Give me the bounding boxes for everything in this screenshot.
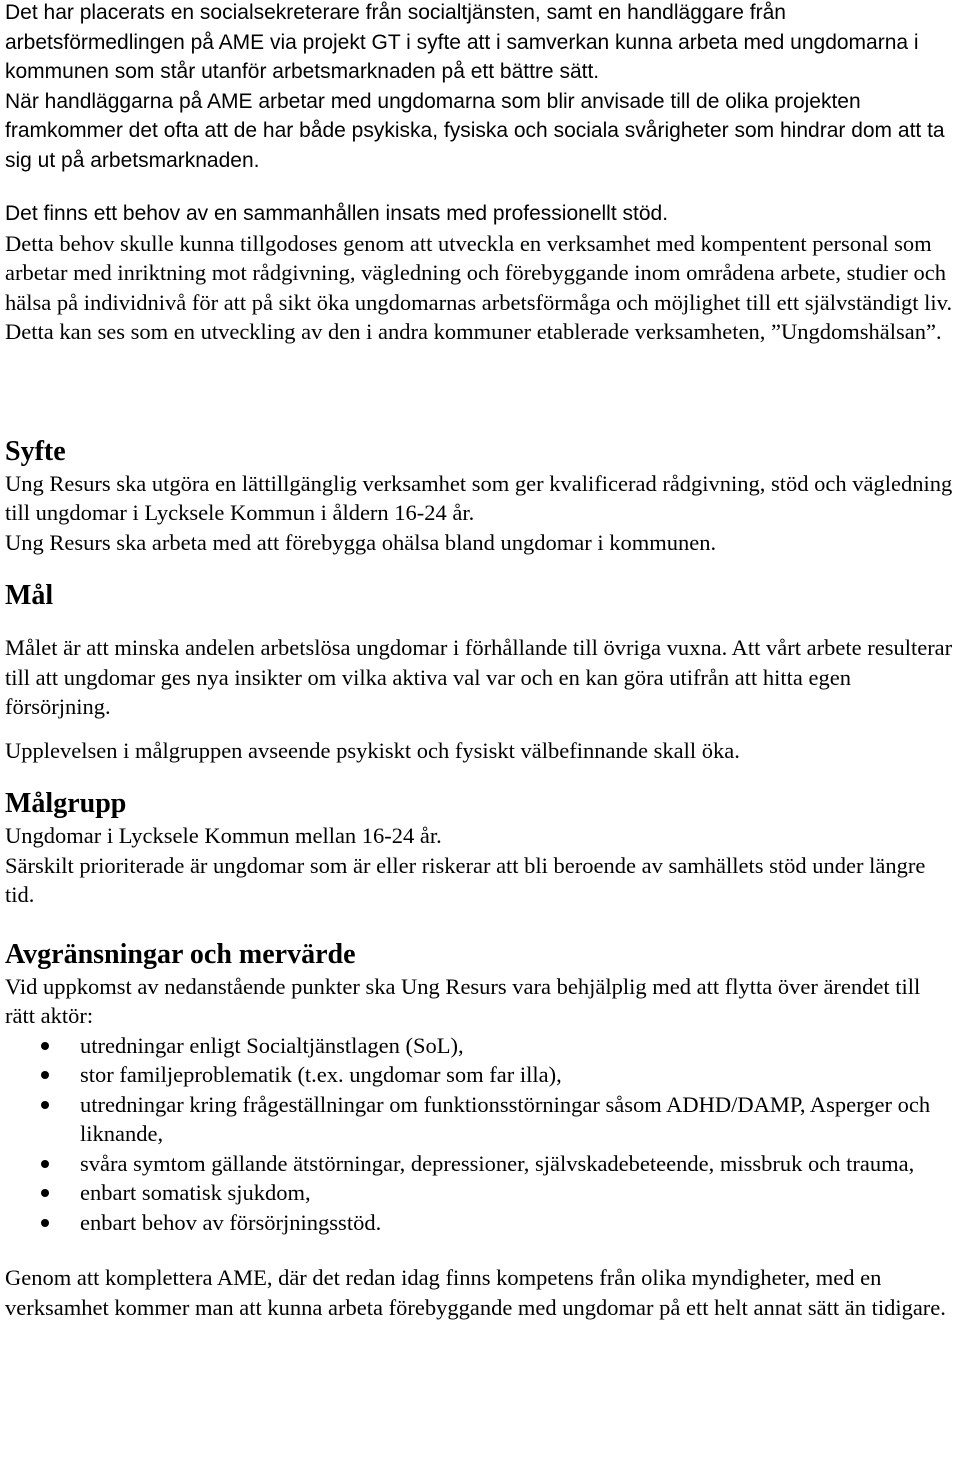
- avgransningar-closing: Genom att komplettera AME, där det redan idag finns kompetens från olika myndigheter, med en verksamhet kommer man att kunna arbeta förebyggande med ungdomar på ett helt annat sätt än tidigare.: [5, 1265, 946, 1320]
- bullet-icon: [41, 1071, 49, 1079]
- list-item: [5, 1208, 955, 1238]
- list-item: [5, 1031, 955, 1061]
- need-section: [5, 199, 955, 229]
- spacer: [5, 910, 955, 938]
- spacer: [5, 557, 955, 579]
- list-item: [5, 1090, 955, 1149]
- bullet-icon: [41, 1219, 49, 1227]
- intro-paragraph-4: Detta behov skulle kunna tillgodoses genom att utveckla en verksamhet med kompentent personal som arbetar med inriktning mot rådgivning, vägledning och förebyggande inom områdena arbete, studier och hälsa på individnivå för att på sikt öka ungdomarnas arbetsförmåga och möjlighet till ett självständigt liv.: [5, 230, 953, 315]
- bullet-icon: [41, 1160, 49, 1168]
- bullet-icon: [41, 1042, 49, 1050]
- intro-paragraph-2: När handläggarna på AME arbetar med ungdomarna som blir anvisade till de olika projekten framkommer det ofta att de har både psykiska, fysiska och sociala svårigheter som hindrar dom att ta sig ut på arbetsmarknaden.: [5, 89, 945, 172]
- malgrupp-paragraph-1: Ungdomar i Lycksele Kommun mellan 16-24 år.: [5, 823, 442, 848]
- spacer: [5, 765, 955, 787]
- intro-paragraph-3: Det finns ett behov av en sammanhållen insats med professionellt stöd.: [5, 202, 669, 225]
- list-item-text: stor familjeproblematik (t.ex. ungdomar som far illa),: [80, 1062, 562, 1087]
- syfte-paragraph-1: Ung Resurs ska utgöra en lättillgänglig verksamhet som ger kvalificerad rådgivning, stöd och vägledning till ungdomar i Lycksele Kommun i åldern 16-24 år.: [5, 470, 953, 525]
- bullet-icon: [41, 1189, 49, 1197]
- bullet-icon: [41, 1101, 49, 1109]
- intro-section: [5, 0, 955, 175]
- mal-paragraph-1: Målet är att minska andelen arbetslösa ungdomar i förhållande till övriga vuxna. Att vårt arbete resulterar till att ungdomar ges nya insikter om vilka aktiva val var och en kan göra utifrån att hitta egen försörjning.: [5, 635, 953, 719]
- malgrupp-paragraph-2: Särskilt prioriterade är ungdomar som är eller riskerar att bli beroende av samhällets stöd under längre tid.: [5, 852, 926, 907]
- list-item: [5, 1149, 955, 1179]
- syfte-paragraph-2: Ung Resurs ska arbeta med att förebygga ohälsa bland ungdomar i kommunen.: [5, 529, 717, 555]
- mal-paragraph-2: Upplevelsen i målgruppen avseende psykiskt och fysiskt välbefinnande skall öka.: [5, 737, 740, 763]
- need-description-section: [5, 229, 955, 347]
- list-item-text: enbart behov av försörjningsstöd.: [80, 1209, 382, 1235]
- syfte-section: [5, 435, 955, 558]
- intro-paragraph-1: Det har placerats en socialsekreterare från socialtjänsten, samt en handläggare från arbetsförmedlingen på AME via projekt GT i syfte att i samverkan kunna arbeta med ungdomarna i kommunen som står utanför arbetsmarknaden på ett bättre sätt.: [5, 1, 919, 83]
- list-item-text: utredningar kring frågeställningar om funktionsstörningar såsom ADHD/DAMP, Asperger och liknande,: [80, 1091, 931, 1146]
- avgransningar-list: [5, 1031, 955, 1238]
- list-item-text: utredningar enligt Socialtjänstlagen (SoL),: [80, 1032, 464, 1058]
- intro-paragraph-5: Detta kan ses som en utveckling av den i andra kommuner etablerade verksamheten, ”Ungdomshälsan”.: [5, 319, 942, 344]
- document-page: [5, 0, 955, 1322]
- list-item-text: enbart somatisk sjukdom,: [80, 1180, 311, 1205]
- avgransningar-intro: Vid uppkomst av nedanstående punkter ska Ung Resurs vara behjälplig med att flytta över ärendet till rätt aktör:: [5, 973, 921, 1028]
- list-item: [5, 1178, 955, 1208]
- section-heading-mal: Mål: [5, 580, 54, 611]
- malgrupp-section: [5, 787, 955, 910]
- section-heading-malgrupp: Målgrupp: [5, 788, 127, 819]
- spacer: [5, 347, 955, 435]
- section-heading-syfte: Syfte: [5, 435, 66, 467]
- section-heading-avgransningar: Avgränsningar och mervärde: [5, 938, 356, 970]
- list-item-text: svåra symtom gällande ätstörningar, depressioner, självskadebeteende, missbruk och trauma,: [80, 1150, 915, 1176]
- mal-section: [5, 579, 955, 765]
- avgransningar-section: [5, 938, 955, 1323]
- spacer: [5, 175, 955, 199]
- list-item: [5, 1060, 955, 1090]
